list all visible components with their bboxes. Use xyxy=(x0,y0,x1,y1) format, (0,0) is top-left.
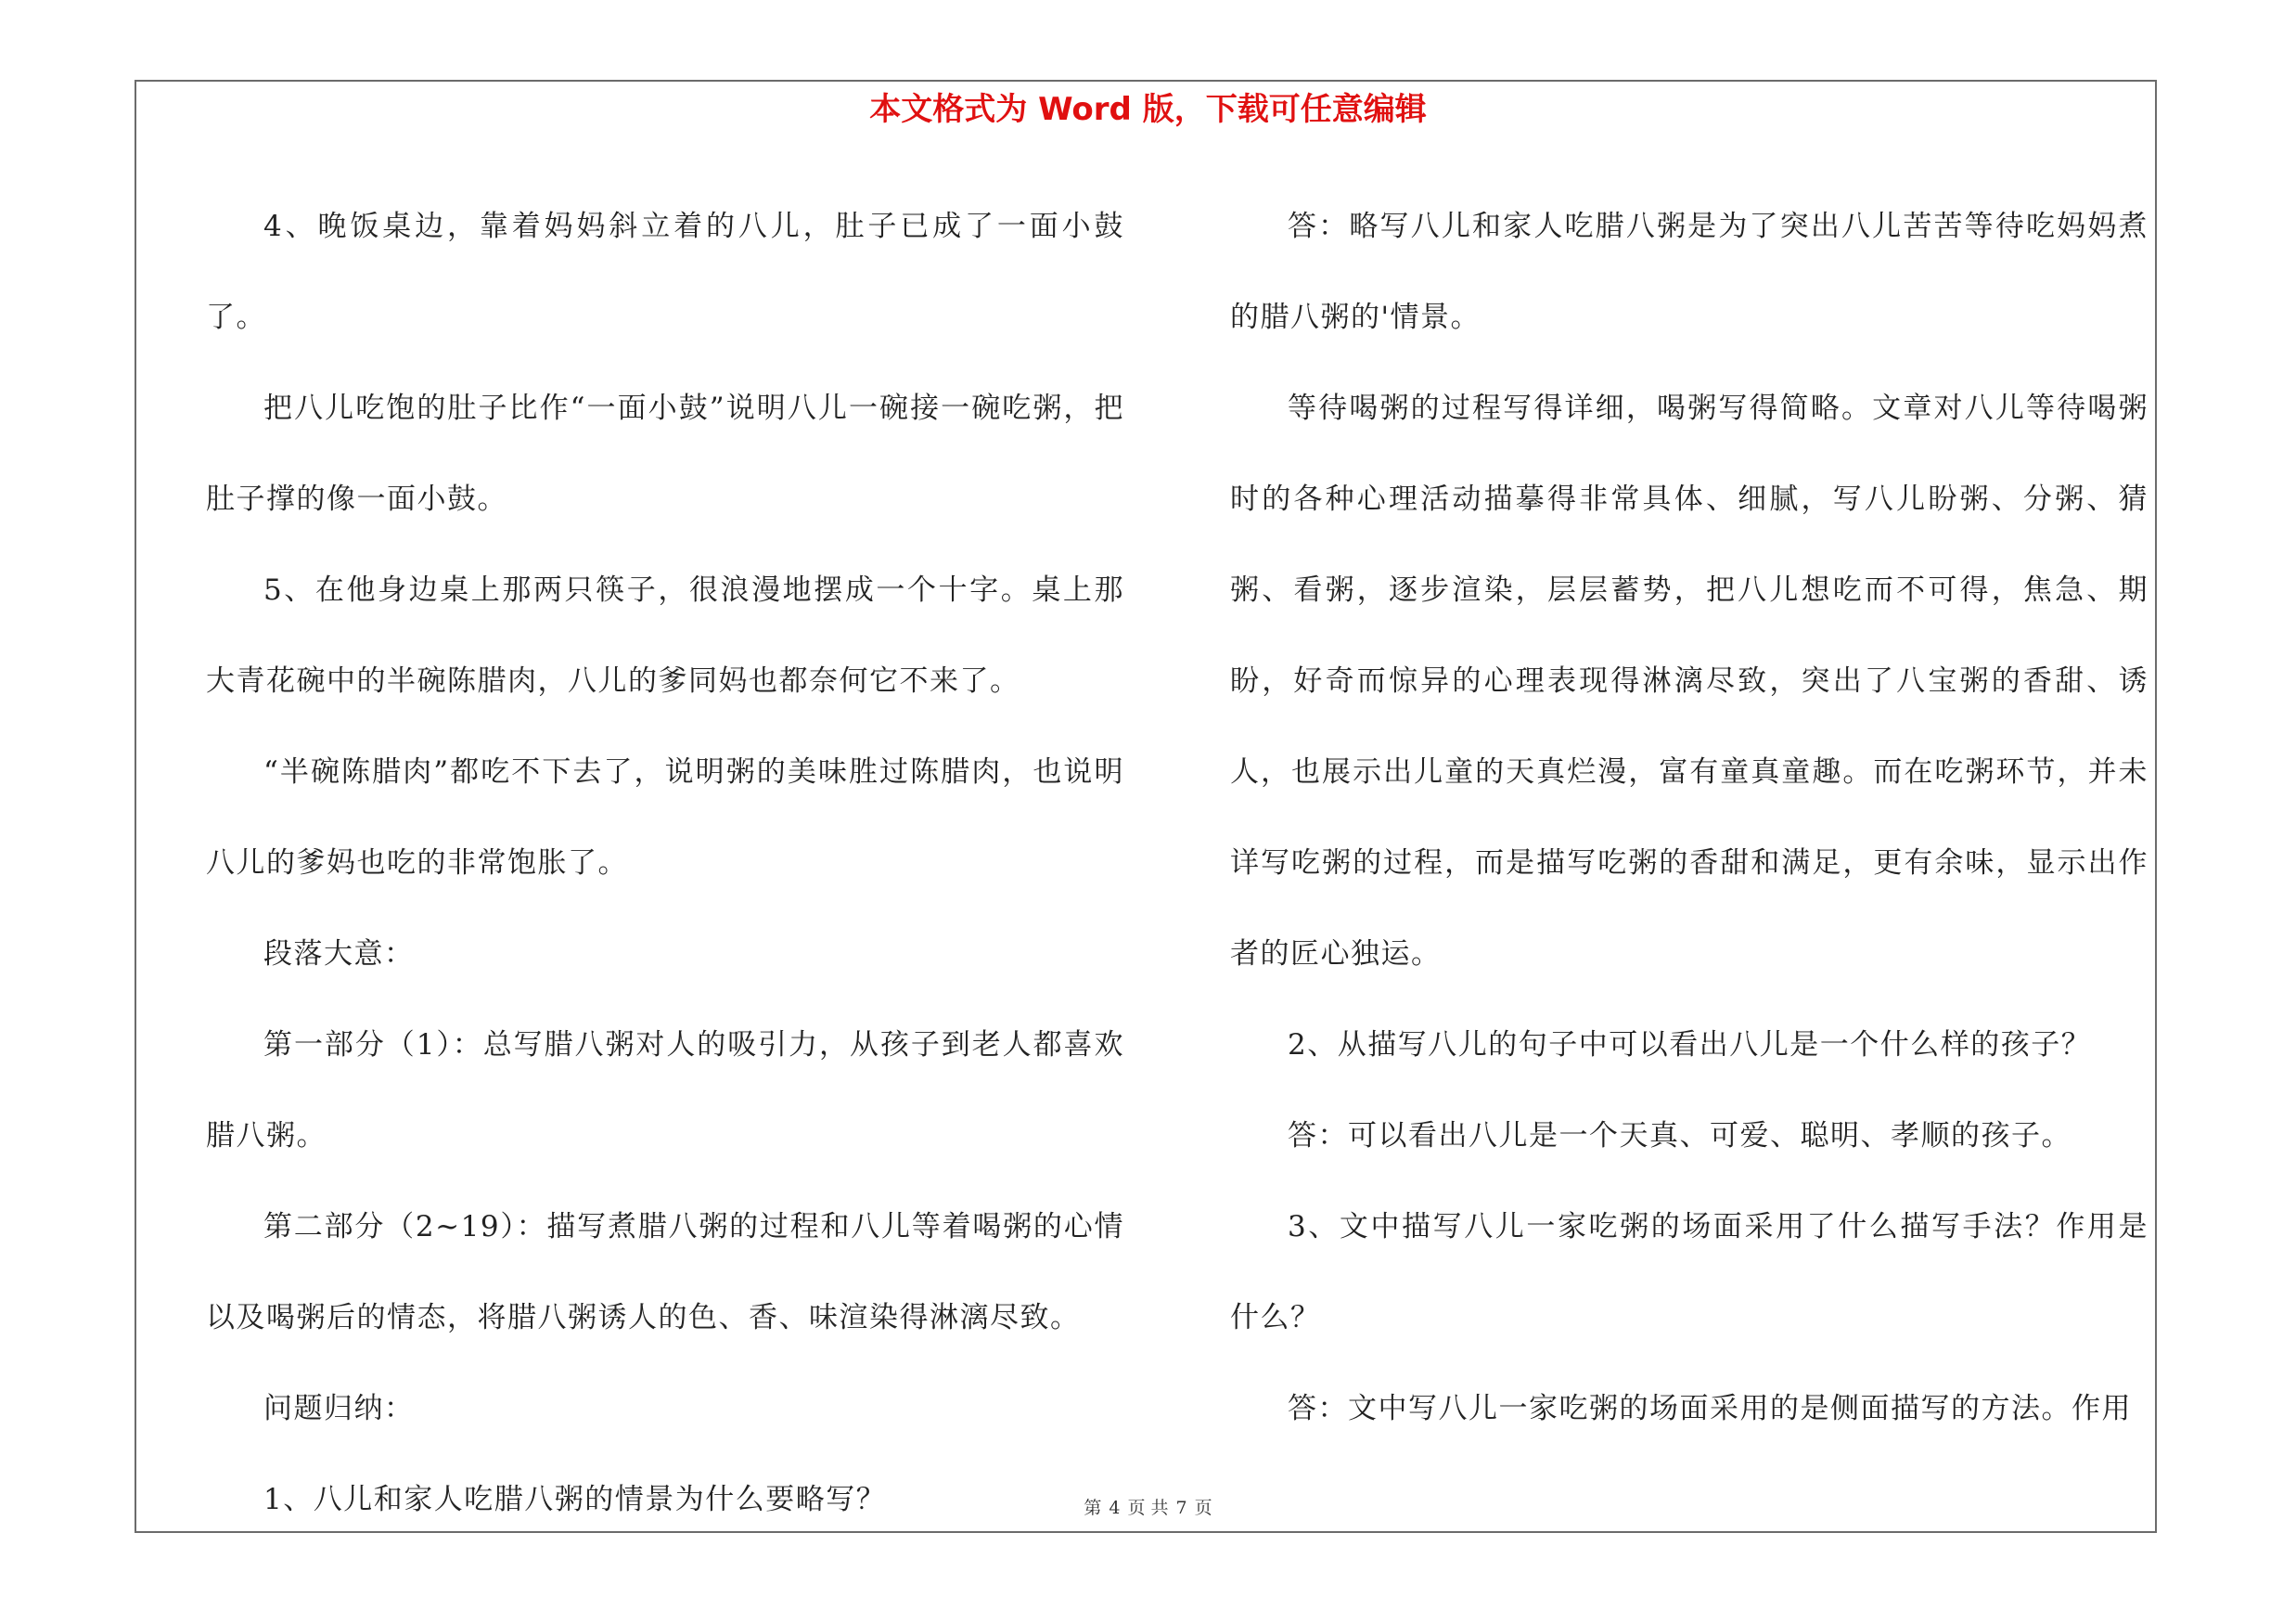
page-label-suffix: 页 xyxy=(1194,1498,1212,1518)
question: 2、从描写八儿的句子中可以看出八儿是一个什么样的孩子？ xyxy=(1288,1028,2092,1062)
answer: 答：文中写八儿一家吃粥的场面采用的是侧面描写的方法。作用 xyxy=(1288,1392,2132,1425)
editable-notice-banner: 本文格式为 Word 版，下载可任意编辑 xyxy=(869,91,1427,128)
page-label-prefix: 第 xyxy=(1084,1498,1102,1518)
right-text-column xyxy=(1230,181,2148,1454)
page-number-footer xyxy=(0,1497,2296,1519)
paragraph: 第一部分（1）：总写腊八粥对人的吸引力，从孩子到老人都喜欢腊八粥。 xyxy=(206,1028,1124,1153)
section-heading: 问题归纳： xyxy=(263,1392,415,1425)
paragraph: 把八儿吃饱的肚子比作“一面小鼓”说明八儿一碗接一碗吃粥，把肚子撑的像一面小鼓。 xyxy=(206,392,1124,516)
section-heading: 段落大意： xyxy=(263,937,415,971)
paragraph: 等待喝粥的过程写得详细，喝粥写得简略。文章对八儿等待喝粥时的各种心理活动描摹得非常具体、细腻，写八儿盼粥、分粥、猜粥、看粥，逐步渲染，层层蓄势，把八儿想吃而不可得，焦急、期盼，好奇而惊异的心理表现得淋漓尽致，突出了八宝粥的香甜、诱人，也展示出儿童的天真烂漫，富有童真童趣。而在吃粥环节，并未详写吃粥的过程，而是描写吃粥的香甜和满足，更有余味，显示出作者的匠心独运。 xyxy=(1230,392,2148,971)
answer: 答：可以看出八儿是一个天真、可爱、聪明、孝顺的孩子。 xyxy=(1288,1119,2072,1153)
total-page-count: 7 xyxy=(1175,1498,1187,1518)
paragraph: 5、在他身边桌上那两只筷子，很浪漫地摆成一个十字。桌上那大青花碗中的半碗陈腊肉，八儿的爹同妈也都奈何它不来了。 xyxy=(206,573,1124,698)
current-page-number: 4 xyxy=(1109,1498,1121,1518)
question: 3、文中描写八儿一家吃粥的场面采用了什么描写手法？作用是什么？ xyxy=(1230,1210,2148,1334)
answer: 答：略写八儿和家人吃腊八粥是为了突出八儿苦苦等待吃妈妈煮的腊八粥的'情景。 xyxy=(1230,210,2148,334)
page-label-middle: 页 共 xyxy=(1127,1498,1169,1518)
paragraph: 4、晚饭桌边，靠着妈妈斜立着的八儿，肚子已成了一面小鼓了。 xyxy=(206,210,1124,334)
paragraph: 第二部分（2~19）：描写煮腊八粥的过程和八儿等着喝粥的心情以及喝粥后的情态，将腊八粥诱人的色、香、味渲染得淋漓尽致。 xyxy=(206,1210,1124,1334)
paragraph: “半碗陈腊肉”都吃不下去了，说明粥的美味胜过陈腊肉，也说明八儿的爹妈也吃的非常饱胀了。 xyxy=(206,755,1124,880)
left-text-column xyxy=(206,181,1124,1545)
question: 1、八儿和家人吃腊八粥的情景为什么要略写？ xyxy=(263,1483,887,1516)
